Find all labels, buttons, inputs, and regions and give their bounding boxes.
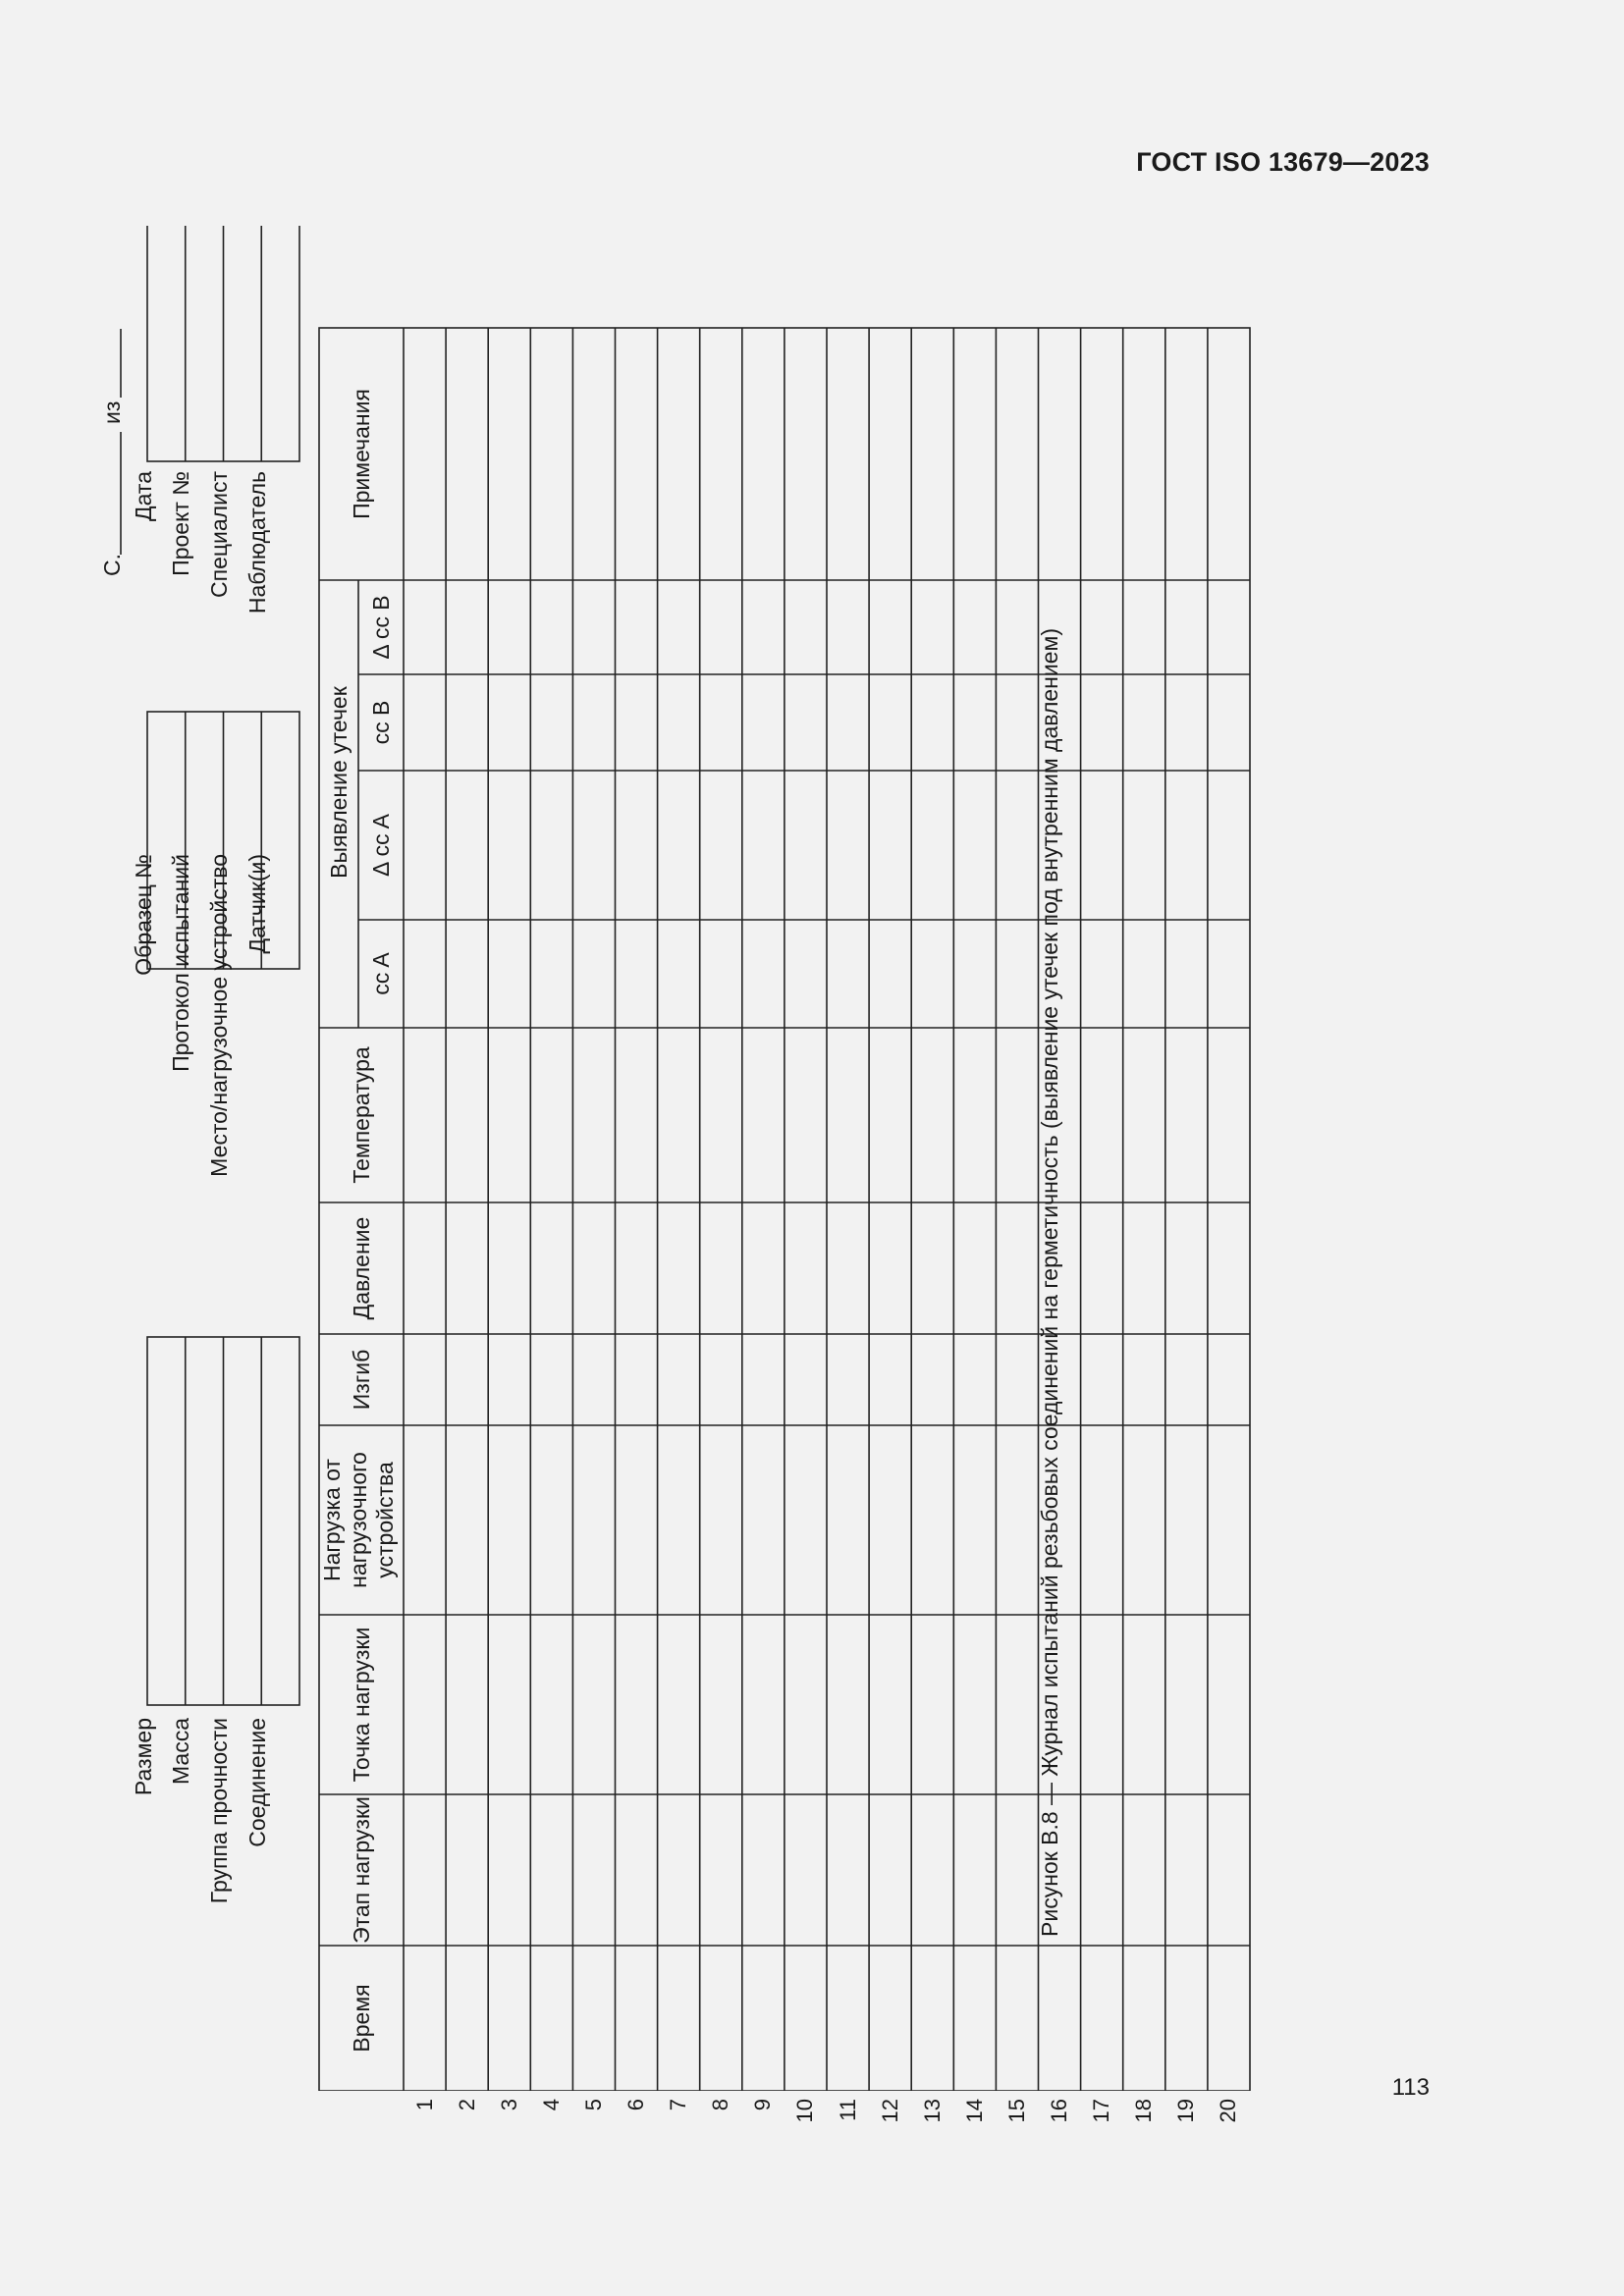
row-number: 13 xyxy=(919,2099,945,2123)
row-number: 10 xyxy=(792,2099,818,2123)
row-number: 14 xyxy=(961,2099,987,2123)
row-number: 19 xyxy=(1173,2099,1199,2123)
label-mass: Масса xyxy=(168,1718,193,1786)
sheet-of: из xyxy=(99,400,125,424)
row-number: 7 xyxy=(666,2099,691,2111)
col-delta-cc-a: Δ cc A xyxy=(367,814,394,877)
label-size: Размер xyxy=(131,1718,156,1796)
document-header: ГОСТ ISO 13679—2023 xyxy=(1136,147,1430,177)
col-bending: Изгиб xyxy=(348,1349,374,1411)
row-number: 17 xyxy=(1089,2099,1114,2123)
col-delta-cc-b: Δ cc B xyxy=(367,595,394,660)
col-leak-detection: Выявление утечек xyxy=(325,686,352,879)
label-date: Дата xyxy=(131,471,156,521)
row-number: 4 xyxy=(538,2099,564,2111)
form-grid xyxy=(108,226,1384,2091)
row-number: 11 xyxy=(835,2099,860,2121)
label-sensors: Датчик(и) xyxy=(244,854,270,954)
row-number: 9 xyxy=(750,2099,776,2111)
rotated-form xyxy=(99,226,1384,2123)
label-specialist: Специалист xyxy=(206,471,232,598)
page-number: 113 xyxy=(1391,2074,1430,2101)
row-number: 1 xyxy=(411,2099,437,2111)
label-project-no: Проект № xyxy=(168,471,193,576)
label-strength-group: Группа прочности xyxy=(206,1718,232,1904)
row-number: 20 xyxy=(1216,2099,1241,2123)
row-number: 12 xyxy=(877,2099,902,2123)
row-number: 18 xyxy=(1131,2099,1157,2123)
label-connection: Соединение xyxy=(244,1718,270,1847)
row-number: 2 xyxy=(454,2099,479,2111)
row-number: 5 xyxy=(580,2099,606,2111)
row-number: 6 xyxy=(623,2099,649,2111)
label-test-protocol: Протокол испытаний xyxy=(168,854,193,1072)
row-number: 15 xyxy=(1003,2099,1029,2123)
figure-caption: Рисунок В.8 — Журнал испытаний резьбовых соединений на герметичность (выявление утечек под внутренним давлением) xyxy=(1037,628,1062,1937)
col-load-stage: Этап нагрузки xyxy=(348,1796,374,1944)
label-load-frame: Место/нагрузочное устройство xyxy=(206,854,232,1177)
col-cc-a: cc A xyxy=(367,952,394,995)
col-cc-b: cc B xyxy=(367,700,394,745)
row-number: 16 xyxy=(1047,2099,1072,2123)
sheet-prefix: С. xyxy=(99,554,125,576)
row-number: 3 xyxy=(496,2099,521,2111)
col-temperature: Температура xyxy=(348,1046,374,1184)
col-pressure: Давление xyxy=(348,1216,374,1320)
col-time: Время xyxy=(348,1984,374,2053)
col-frame-load: Нагрузка от нагрузочного устройства xyxy=(319,1452,398,1588)
col-load-point: Точка нагрузки xyxy=(348,1627,374,1783)
label-observer: Наблюдатель xyxy=(244,471,270,614)
label-specimen-no: Образец № xyxy=(131,854,156,976)
col-remarks: Примечания xyxy=(348,389,374,519)
row-number: 8 xyxy=(708,2099,733,2111)
